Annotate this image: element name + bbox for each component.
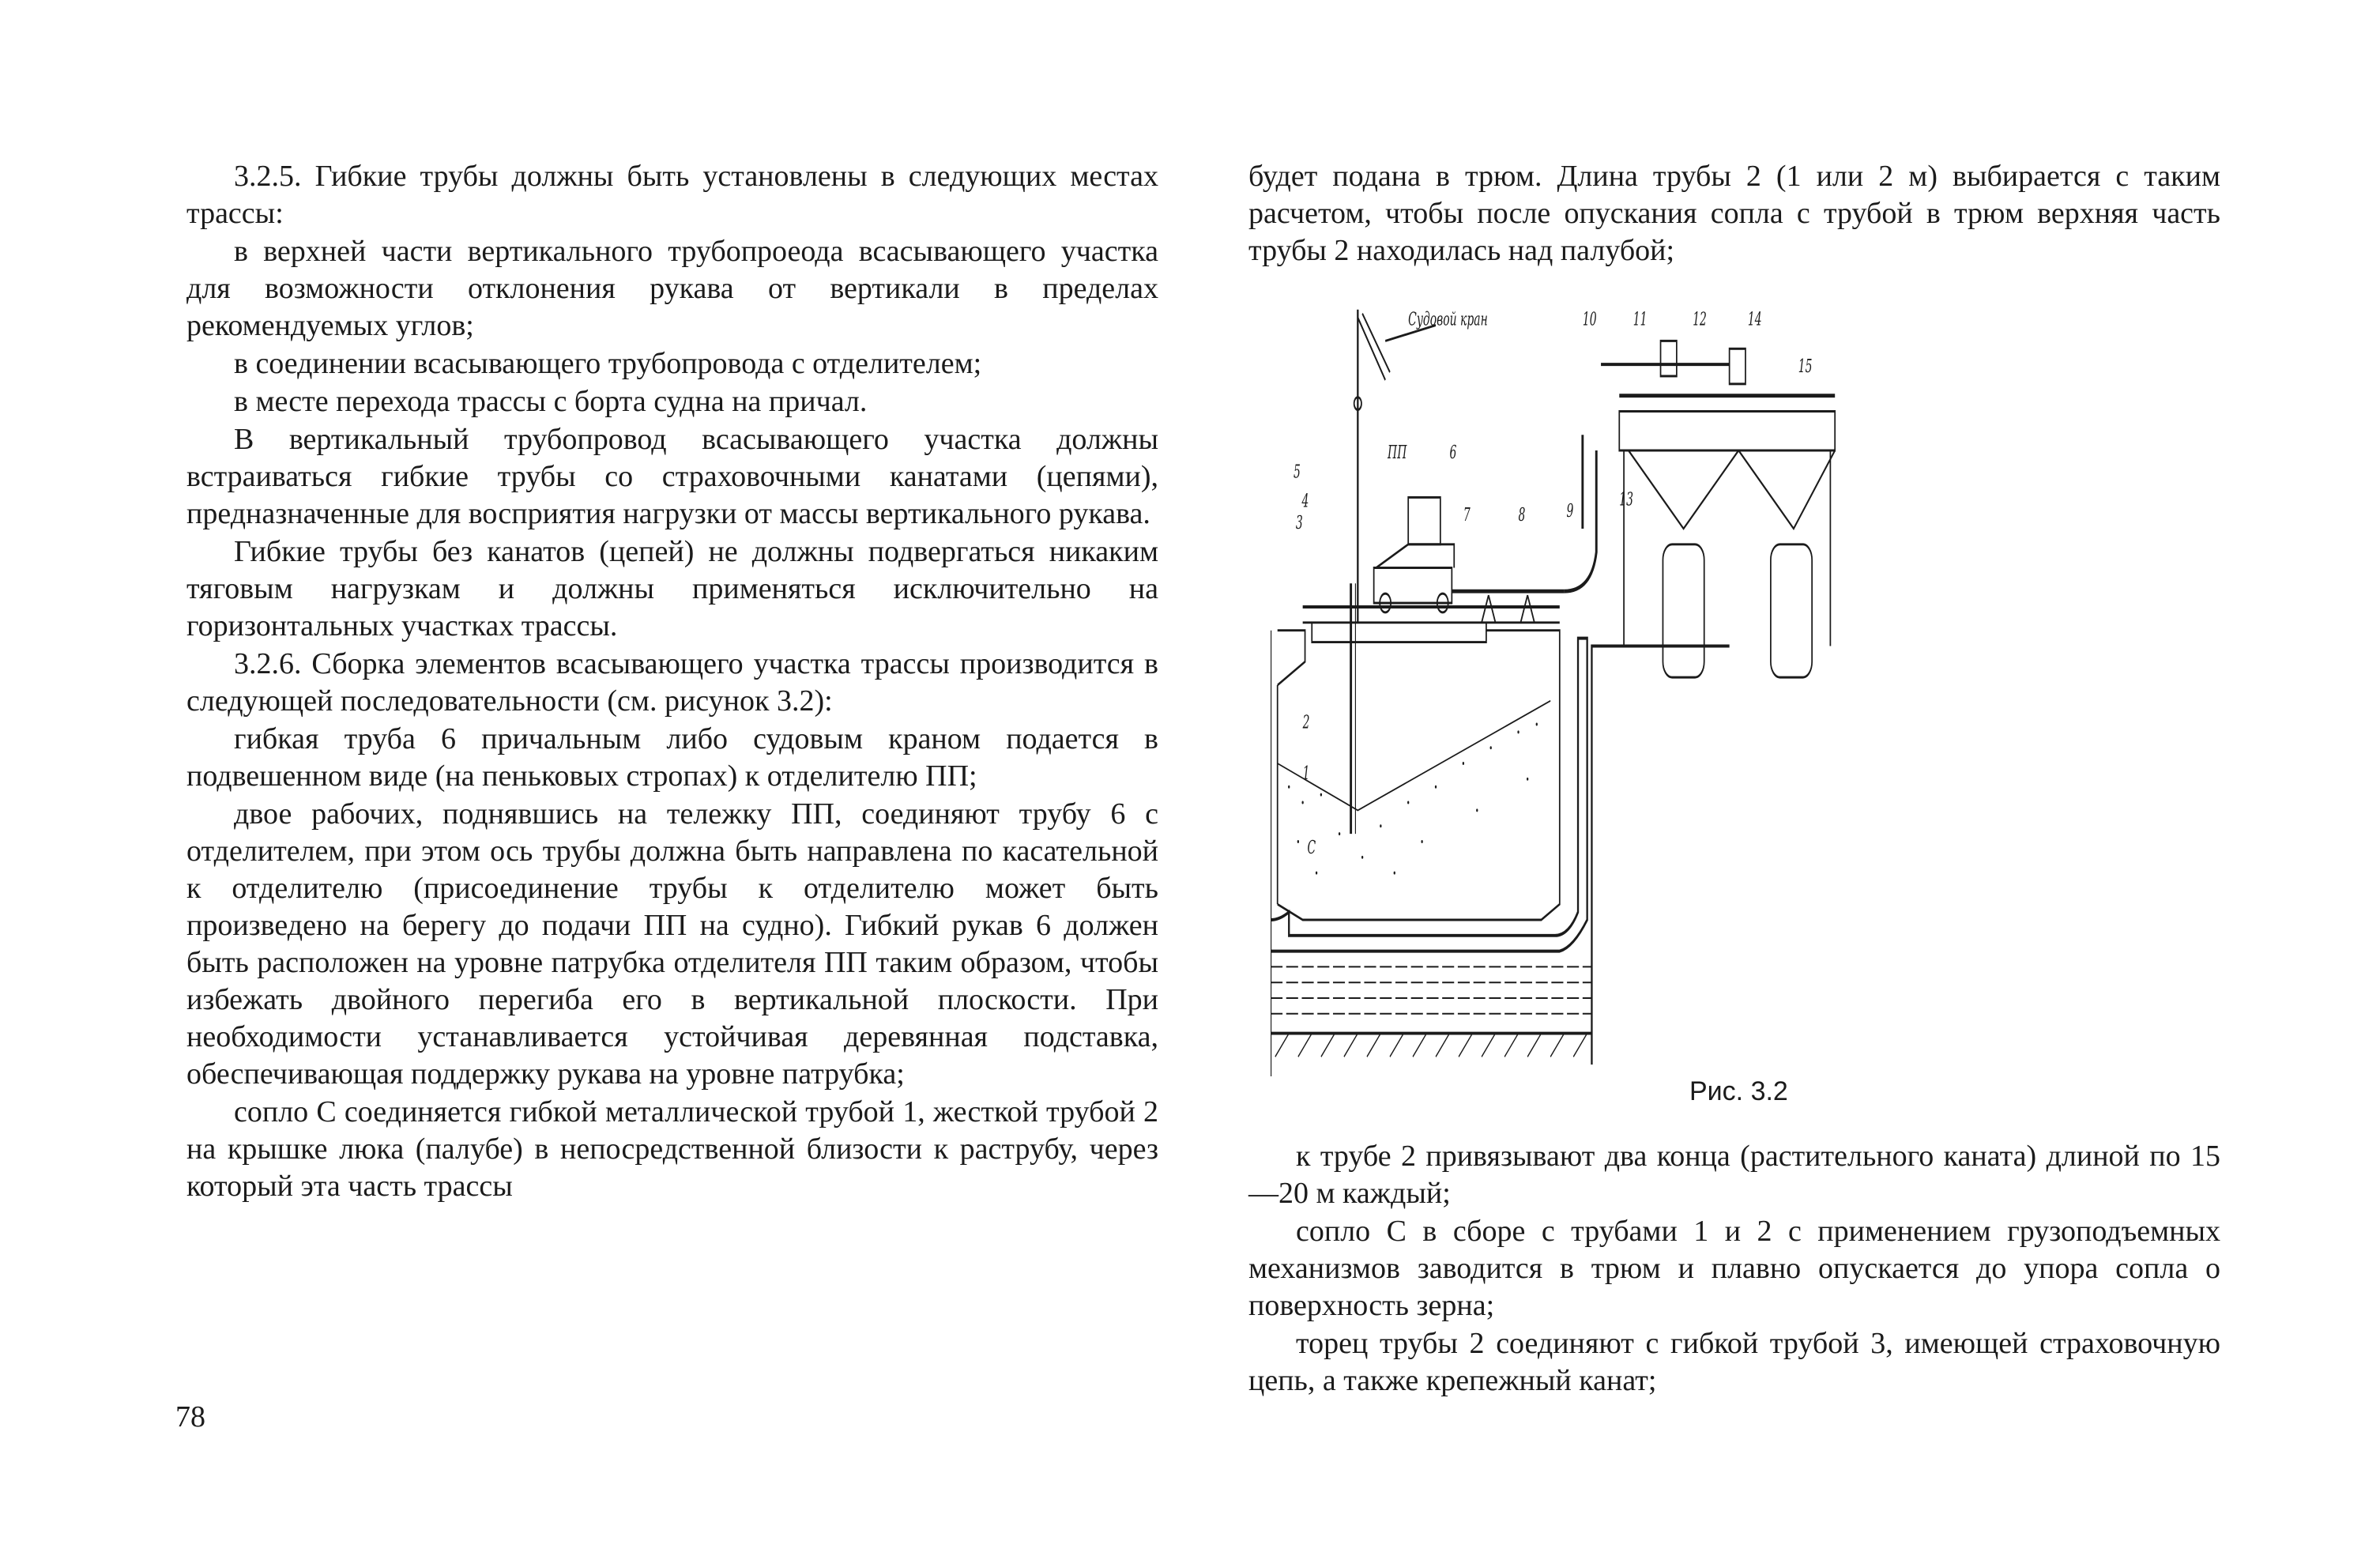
paragraph: гибкая труба 6 причальным либо судовым краном подается в подвешенном виде (на пеньковых стропах) к отделителю ПП; <box>186 722 1158 793</box>
label-9: 9 <box>1566 499 1574 522</box>
left-column <box>186 158 1158 1205</box>
label-3: 3 <box>1295 511 1303 534</box>
label-7: 7 <box>1463 503 1471 526</box>
paragraph: 3.2.5. Гибкие трубы должны быть установлены в следующих местах трассы: <box>186 160 1158 230</box>
paragraph: в месте перехода трассы с борта судна на причал. <box>234 385 868 418</box>
label-10: 10 <box>1582 307 1597 330</box>
paragraph: 3.2.6. Сборка элементов всасывающего участка трассы производится в следующей последовательности (см. рисунок 3.2): <box>186 647 1158 718</box>
right-column-bottom <box>1248 1138 2220 1400</box>
paragraph: будет подана в трюм. Длина трубы 2 (1 или 2 м) выбирается с таким расчетом, чтобы после опускания сопла с трубой в трюм верхняя часть трубы 2 находилась над палубой; <box>1248 160 2220 267</box>
label-1: 1 <box>1302 761 1310 784</box>
paragraph: сопло С в сборе с трубами 1 и 2 с применением грузоподъемных механизмов заводится в трюм и плавно опускается до упора сопла о поверхность зерна; <box>1248 1215 2220 1322</box>
paragraph: в верхней части вертикального трубопроеода всасывающего участка для возможности отклонения рукава от вертикали в пределах рекомендуемых углов; <box>186 235 1158 342</box>
paragraph: к трубе 2 привязывают два конца (растительного каната) длиной по 15—20 м каждый; <box>1248 1140 2220 1210</box>
label-8: 8 <box>1518 503 1526 526</box>
label-14: 14 <box>1747 307 1762 330</box>
paragraph: сопло С соединяется гибкой металлической трубой 1, жесткой трубой 2 на крышке люка (палубе) в непосредственной близости к раструбу, через который эта часть трассы <box>186 1095 1158 1203</box>
grain-unloading-diagram <box>1271 294 1840 1076</box>
paragraph: В вертикальный трубопровод всасывающего участка должны встраиваться гибкие трубы со страховочными канатами (цепями), предназначенные для восприятия нагрузки от массы вертикального рукава. <box>186 423 1158 530</box>
right-column-top <box>1248 158 2220 269</box>
label-5: 5 <box>1294 460 1301 483</box>
label-11: 11 <box>1632 307 1648 330</box>
paragraph: в соединении всасывающего трубопровода с отделителем; <box>234 347 982 380</box>
label-6: 6 <box>1449 440 1457 463</box>
figure-3-2 <box>1271 294 1840 1076</box>
label-2: 2 <box>1302 710 1310 733</box>
paragraph: Гибкие трубы без канатов (цепей) не должны подвергаться никаким тяговым нагрузкам и должны применяться исключительно на горизонтальных участках трассы. <box>186 535 1158 642</box>
pp-label: ПП <box>1388 440 1407 463</box>
nozzle-label: С <box>1307 835 1316 858</box>
label-4: 4 <box>1301 489 1309 512</box>
figure-caption: Рис. 3.2 <box>1689 1076 1788 1106</box>
crane-label: Судовой кран <box>1408 307 1488 330</box>
label-13: 13 <box>1619 488 1634 511</box>
label-12: 12 <box>1693 307 1707 330</box>
label-15: 15 <box>1798 355 1813 378</box>
paragraph: торец трубы 2 соединяют с гибкой трубой 3, имеющей страховочную цепь, а также крепежный канат; <box>1248 1327 2220 1397</box>
paragraph: двое рабочих, поднявшись на тележку ПП, соединяют трубу 6 с отделителем, при этом ось трубы должна быть направлена по касательной к отделителю (присоединение трубы к отделителю может быть произведено на берегу до подачи ПП на судно). Гибкий рукав 6 должен быть расположен на уровне патрубка отделителя ПП таким образом, чтобы избежать двойного перегиба его в вертикальной плоскости. При необходимости устанавливается устойчивая деревянная подставка, обеспечивающая поддержку рукава на уровне патрубка; <box>186 797 1158 1091</box>
page-number: 78 <box>175 1400 205 1434</box>
